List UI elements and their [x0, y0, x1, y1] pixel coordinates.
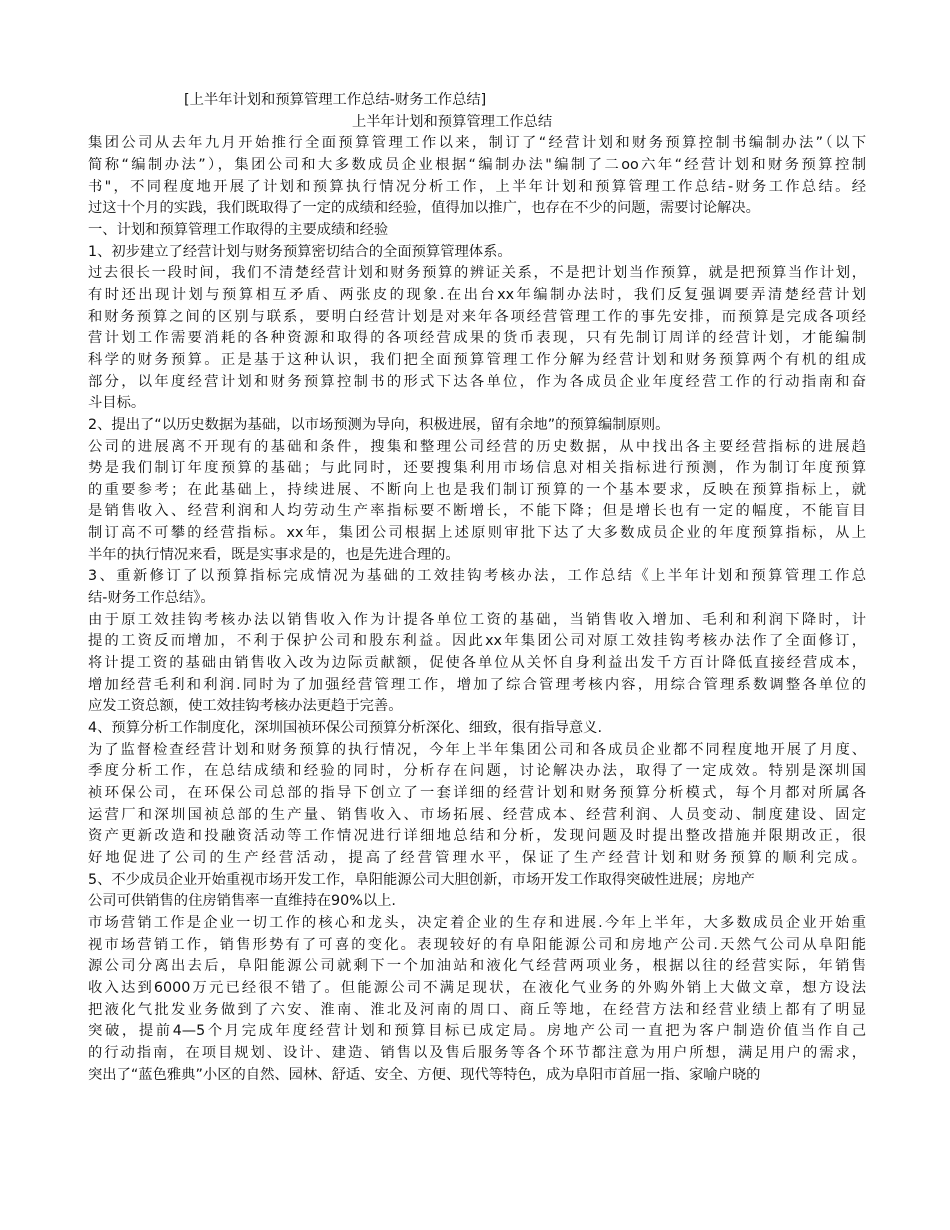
body-text-line: 2、提出了“以历史数据为基础，以市场预测为导向，积极进展，留有余地”的预算编制原则。 — [88, 416, 670, 433]
body-text-line: 突破，提前4—5个月完成年度经营计划和预算目标已成定局。房地产公司一直把为客户制造价值当作自己 — [88, 1023, 866, 1040]
body-text-line: 是销售收入、经营利润和人均劳动生产率指标要不断增长，不能下降；但是增长也有一定的幅度，不能盲目 — [88, 503, 866, 520]
body-text-line: 将计提工资的基础由销售收入改为边际贡献额，促使各单位从关怀自身利益出发千方百计降低直接经营成本， — [88, 655, 866, 672]
body-text-line: 半年的执行情况来看，既是实事求是的，也是先进合理的。 — [88, 546, 460, 563]
body-text-line: 斗目标。 — [88, 395, 146, 412]
body-text-line: 4、预算分析工作制度化，深圳国祯环保公司预算分析深化、细致，很有指导意义. — [88, 720, 603, 737]
body-text-line: 部分，以年度经营计划和财务预算控制书的形式下达各单位，作为各成员企业年度经营工作的行动指南和奋 — [88, 373, 866, 390]
body-text-line: 由于原工效挂钩考核办法以销售收入作为计提各单位工资的基础，当销售收入增加、毛利和利润下降时，计 — [88, 611, 866, 628]
body-text-line: 结-财务工作总结》。 — [88, 590, 215, 607]
body-text-line: 过去很长一段时间，我们不清楚经营计划和财务预算的辨证关系，不是把计划当作预算，就是把预算当作计划， — [88, 265, 866, 282]
document-subtitle: 上半年计划和预算管理工作总结 — [352, 113, 553, 130]
body-text-line: 的重要参考；在此基础上，持续进展、不断向上也是我们制订预算的一个基本要求，反映在预算指标上，就 — [88, 481, 866, 498]
body-text-line: 书"，不同程度地开展了计划和预算执行情况分析工作，上半年计划和预算管理工作总结-财务工作总结。经 — [88, 178, 866, 195]
body-text-line: 增加经营毛利和利润.同时为了加强经营管理工作，增加了综合管理考核内容，用综合管理系数调整各单位的 — [88, 676, 866, 693]
body-text-line: 祯环保公司，在环保公司总部的指导下创立了一套详细的经营计划和财务预算分析模式，每个月都对所属各 — [88, 785, 866, 801]
body-text-line: 源公司分离出去后，阜阳能源公司就剩下一个加油站和液化气经营两项业务，根据以往的经营实际，年销售 — [88, 958, 866, 975]
body-text-line: 运营厂和深圳国祯总部的生产量、销售收入、市场拓展、经营成本、经营利润、人员变动、制度建设、固定 — [88, 806, 866, 823]
body-text-line: 公司的进展离不开现有的基础和条件，搜集和整理公司经营的历史数据，从中找出各主要经营指标的进展趋 — [88, 438, 866, 455]
body-text-line: 营计划工作需要消耗的各种资源和取得的各项经营成果的货币表现，只有先制订周详的经营计划，才能编制 — [88, 330, 866, 347]
body-text-line: 好地促进了公司的生产经营活动，提高了经营管理水平，保证了生产经营计划和财务预算的顺利完成。 — [88, 849, 866, 866]
body-text-line: 势是我们制订年度预算的基础；与此同时，还要搜集利用市场信息对相关指标进行预测，作为制订年度预算 — [88, 460, 866, 477]
body-text-line: 简称“编制办法”），集团公司和大多数成员企业根据“编制办法"编制了二oo六年“经营计划和财务预算控制 — [88, 156, 866, 173]
body-text-line: 集团公司从去年九月开始推行全面预算管理工作以来，制订了“经营计划和财务预算控制书编制办法”（以下 — [88, 135, 866, 152]
body-text-line: 资产更新改造和投融资活动等工作情况进行详细地总结和分析，发现问题及时提出整改措施并限期改正，很 — [88, 828, 866, 845]
document-body — [88, 133, 866, 1086]
body-text-line: 过这十个月的实践，我们既取得了一定的成绩和经验，值得加以推广，也存在不少的问题，需要讨论解决。 — [88, 200, 760, 217]
body-text-line: 应发工资总额，使工效挂钩考核办法更趋于完善。 — [88, 698, 403, 715]
body-text-line: 制订高不可攀的经营指标。xx年，集团公司根据上述原则审批下达了大多数成员企业的年度预算指标，从上 — [88, 525, 866, 542]
body-text-line: 季度分析工作，在总结成绩和经验的同时，分析存在问题，讨论解决办法，取得了一定成效。特别是深圳国 — [88, 763, 866, 780]
body-text-line: 突出了“蓝色雅典”小区的自然、园林、舒适、安全、方便、现代等特色，成为阜阳市首屈一指、家喻户晓的 — [88, 1066, 761, 1083]
body-text-line: 科学的财务预算。正是基于这种认识，我们把全面预算管理工作分解为经营计划和财务预算两个有机的组成 — [88, 351, 866, 368]
body-text-line: 为了监督检查经营计划和财务预算的执行情况，今年上半年集团公司和各成员企业都不同程度地开展了月度、 — [88, 741, 866, 758]
document-title: [上半年计划和预算管理工作总结-财务工作总结] — [184, 92, 487, 108]
body-text-line: 和财务预算之间的区别与联系，要明白经营计划是对来年各项经营管理工作的事先安排，而预算是完成各项经 — [88, 308, 866, 325]
body-text-line: 把液化气批发业务做到了六安、淮南、淮北及河南的周口、商丘等地，在经营方法和经营业绩上都有了明显 — [88, 1001, 866, 1018]
body-text-line: 市场营销工作是企业一切工作的核心和龙头，决定着企业的生存和进展.今年上半年，大多数成员企业开始重 — [88, 914, 866, 931]
body-text-line: 视市场营销工作，销售形势有了可喜的变化。表现较好的有阜阳能源公司和房地产公司.天然气公司从阜阳能 — [88, 936, 866, 953]
body-text-line: 收入达到6000万元已经很不错了。但能源公司不满足现状，在液化气业务的外购外销上大做文章，想方设法 — [88, 979, 866, 996]
body-text-line: 3、重新修订了以预算指标完成情况为基础的工效挂钩考核办法，工作总结《上半年计划和预算管理工作总 — [88, 568, 866, 585]
body-text-line: 提的工资反而增加，不利于保护公司和股东利益。因此xx年集团公司对原工效挂钩考核办法作了全面修订， — [88, 633, 866, 650]
body-text-line: 公司可供销售的住房销售率一直维持在90%以上. — [88, 893, 396, 910]
body-text-line: 的行动指南，在项目规划、设计、建造、销售以及售后服务等各个环节都注意为用户所想，满足用户的需求， — [88, 1044, 866, 1061]
body-text-line: 5、不少成员企业开始重视市场开发工作，阜阳能源公司大胆创新，市场开发工作取得突破性进展；房地产 — [88, 871, 755, 888]
document-page — [88, 90, 866, 1086]
body-text-line: 有时还出现计划与预算相互矛盾、两张皮的现象.在出台xx年编制办法时，我们反复强调要弄清楚经营计划 — [88, 286, 866, 303]
body-text-line: 一、计划和预算管理工作取得的主要成绩和经验 — [88, 221, 389, 238]
body-text-line: 1、初步建立了经营计划与财务预算密切结合的全面预算管理体系。 — [88, 243, 512, 260]
